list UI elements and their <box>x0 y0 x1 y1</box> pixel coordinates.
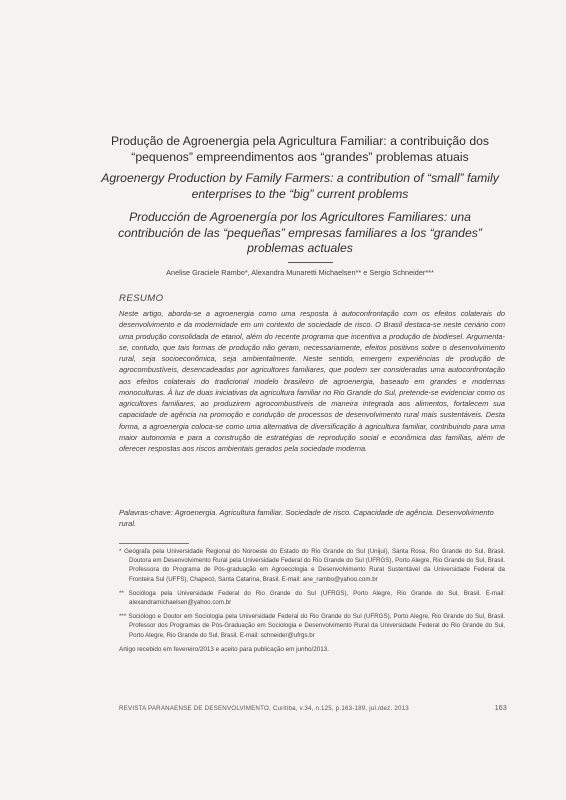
footnotes <box>119 547 505 654</box>
abstract-text: Neste artigo, aborda-se a agroenergia como uma resposta à autoconfrontação com os efeitos colaterais do desenvolvimento e da modernidade em um contexto de sociedade de risco. O Brasil destaca-se neste cenário com uma produção consolidada de etanol, além do recente programa que incentiva a produção de biodiesel. Argumenta-se, contudo, que tais formas de produção não geram, necessariamente, efeitos positivos sobre o desenvolvimento rural, seja socioeconômica, seja ambientalmente. Neste sentido, emergem experiências de produção de agrocombustíveis, desencadeadas por agricultores familiares, que podem ser consideradas uma autoconfrontação aos efeitos colaterais do tradicional modelo brasileiro de agroenergia, baseado em grandes e modernas monoculturas. À luz de duas iniciativas da agricultura familiar no Rio Grande do Sul, pretende-se evidenciar como os agricultores familiares, ao produzirem agrocombustíveis de maneira integrada aos alimentos, fortalecem sua capacidade de agência na promoção e condução de processos de desenvolvimento rural mais sustentáveis. Desta forma, a agroenergia coloca-se como uma alternativa de diversificação à agricultura familiar, contribuindo para uma maior autonomia e para a construção de estratégias de reprodução social e econômica das famílias, além de oferecer respostas aos riscos ambientais gerados pela sociedade moderna. <box>119 309 505 453</box>
footnote-author-1: * Geógrafa pela Universidade Regional do Noroeste do Estado do Rio Grande do Sul (Unijuí), Santa Rosa, Rio Grande do Sul, Brasil. Doutora em Desenvolvimento Rural pela Universidade Federal do Rio Grande do Sul (UFRGS), Porto Alegre, Rio Grande do Sul, Brasil. Professora do Programa de Pós-graduação em Agroecologia e Desenvolvimento Rural Sustentável da Universidade Federal da Fronteira Sul (UFFS), Chapecó, Santa Catarina, Brasil. E-mail: ane_rambo@yahoo.com.br <box>119 548 505 583</box>
title-portuguese: Produção de Agroenergia pela Agricultura Familiar: a contribuição dos “pequenos” empreendimentos aos “grandes” problemas atuais <box>110 134 490 164</box>
received-note: Artigo recebido em fevereiro/2013 e aceito para publicação em junho/2013. <box>119 645 330 653</box>
footnote-author-3: *** Sociólogo e Doutor em Sociologia pela Universidade Federal do Rio Grande do Sul (UFRGS), Porto Alegre, Rio Grande do Sul, Brasil. Professor dos Programas de Pós-Graduação em Sociologia e Desenvolvimento Rural da Universidade Federal do Rio Grande do Sul, Porto Alegre, Rio Grande do Sul, Brasil. E-mail: schneider@ufrgs.br <box>119 613 505 639</box>
title-divider <box>288 262 333 263</box>
authors-line: Anelise Graciele Rambo*, Alexandra Munaretti Michaelsen** e Sergio Schneider*** <box>166 268 434 277</box>
journal-citation: REVISTA PARANAENSE DE DESENVOLVIMENTO, Curitiba, v.34, n.125, p.163-189, jul./dez. 2013 <box>119 705 409 712</box>
abstract-heading: RESUMO <box>119 293 164 304</box>
footnote-divider <box>119 543 189 544</box>
title-block <box>100 134 500 257</box>
keywords: Palavras-chave: Agroenergia. Agricultura familiar. Sociedade de risco. Capacidade de agência. Desenvolvimento rural. <box>119 508 494 529</box>
title-spanish: Producción de Agroenergía por los Agricultores Familiares: una contribución de las “pequeñas” empresas familiares a los “grandes” problemas actuales <box>118 210 482 255</box>
footnote-author-2: ** Socióloga pela Universidade Federal do Rio Grande do Sul (UFRGS), Porto Alegre, Rio Grande do Sul, Brasil. E-mail: alexandramichaelsen@yahoo.com.br <box>119 589 505 607</box>
title-english: Agroenergy Production by Family Farmers: a contribution of “small” family enterprises to the “big” current problems <box>101 171 499 201</box>
page-number: 163 <box>494 705 507 712</box>
